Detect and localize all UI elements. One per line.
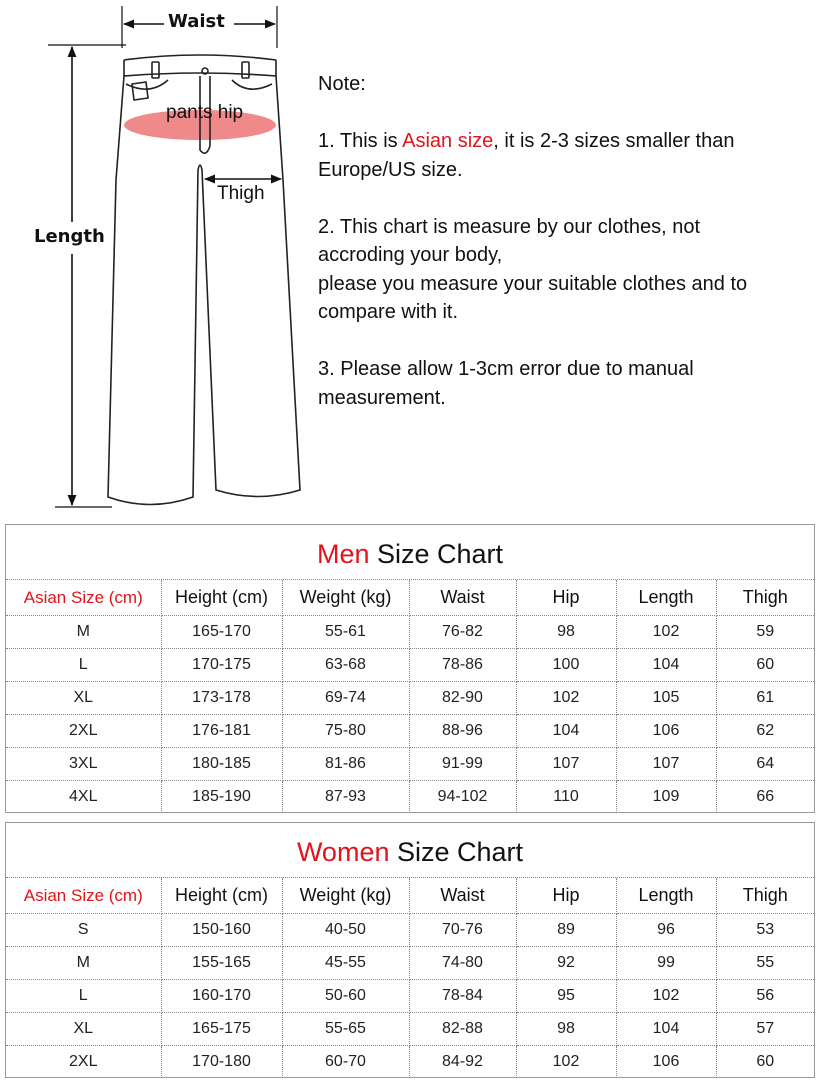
men-table-cell: 61	[716, 682, 814, 715]
thigh-label: Thigh	[217, 183, 265, 204]
men-table-cell: 105	[616, 682, 716, 715]
men-table-cell: 102	[516, 682, 616, 715]
men-table-cell: 60	[716, 649, 814, 682]
women-header-cell: Hip	[516, 878, 616, 914]
women-header-cell: Weight (kg)	[282, 878, 409, 914]
men-table-cell: 170-175	[161, 649, 282, 682]
women-table-cell: 56	[716, 980, 814, 1013]
men-table-cell: 81-86	[282, 748, 409, 781]
men-size-chart	[5, 524, 815, 813]
men-table-cell: 4XL	[6, 781, 161, 814]
women-table-cell: S	[6, 914, 161, 947]
men-table-cell: 59	[716, 616, 814, 649]
note-2-line-1: 2. This chart is measure by our clothes, not	[318, 215, 701, 238]
note-2-line-4: compare with it.	[318, 301, 459, 323]
men-table-cell: M	[6, 616, 161, 649]
women-table-cell: 70-76	[409, 914, 516, 947]
note-2-line-2: accroding your body,	[318, 244, 503, 266]
asian-size-highlight: Asian size	[402, 130, 494, 152]
table-row	[6, 649, 814, 682]
women-table-cell: 53	[716, 914, 814, 947]
table-row	[6, 682, 814, 715]
men-table-body	[6, 616, 814, 814]
women-table-cell: 60	[756, 1053, 775, 1070]
men-table-cell: 2XL	[6, 715, 161, 748]
men-table-cell: 91-99	[409, 748, 516, 781]
men-header-cell: Height (cm)	[161, 580, 282, 616]
men-header-cell: Asian Size (cm)	[6, 580, 161, 616]
men-table-cell: 185-190	[161, 781, 282, 814]
women-table-cell: 104	[616, 1013, 716, 1046]
men-title-rest: Size Chart	[369, 539, 504, 569]
women-table-cell: 50-60	[282, 980, 409, 1013]
men-table-cell: 107	[516, 748, 616, 781]
men-header-cell: Thigh	[716, 580, 814, 616]
women-title-rest: Size Chart	[389, 837, 524, 867]
men-table-cell: 104	[616, 649, 716, 682]
men-table-cell: 98	[516, 616, 616, 649]
women-table-cell: 40-50	[282, 914, 409, 947]
table-row	[6, 1046, 814, 1079]
women-chart-title	[6, 823, 814, 878]
women-table-cell: 55-65	[282, 1013, 409, 1046]
women-table-cell: 170-180	[161, 1046, 282, 1079]
men-table-cell: 110	[516, 781, 616, 814]
notes-heading: Note:	[318, 73, 366, 95]
table-row	[6, 1013, 814, 1046]
men-table-cell: 3XL	[6, 748, 161, 781]
women-title-highlight: Women	[296, 837, 390, 867]
women-size-table	[6, 878, 814, 1078]
hip-label: pants hip	[166, 102, 244, 123]
women-table-cell: 45-55	[282, 947, 409, 980]
men-table-cell: 94-102	[409, 781, 516, 814]
men-table-cell: 100	[516, 649, 616, 682]
note-3-line-2: measurement.	[318, 386, 446, 409]
women-header-row	[6, 878, 814, 914]
women-table-cell: 160-170	[161, 980, 282, 1013]
women-table-cell: 2XL	[6, 1046, 161, 1079]
women-header-cell: Asian Size (cm)	[6, 878, 161, 914]
men-title-highlight: Men	[316, 539, 370, 569]
men-header-cell: Length	[616, 580, 716, 616]
men-table-cell: 76-82	[409, 616, 516, 649]
men-table-cell: 75-80	[282, 715, 409, 748]
women-table-cell: 99	[616, 947, 716, 980]
women-table-cell: 95	[516, 980, 616, 1013]
men-table-cell: 106	[616, 715, 716, 748]
note-1	[318, 127, 808, 156]
notes-block	[318, 70, 808, 412]
women-table-cell: 57	[716, 1013, 814, 1046]
table-row	[6, 616, 814, 649]
table-row	[6, 914, 814, 947]
men-table-cell: 66	[756, 788, 775, 805]
men-table-cell: 104	[516, 715, 616, 748]
women-table-cell: 106	[616, 1046, 716, 1079]
women-table-cell: 82-88	[409, 1013, 516, 1046]
men-table-cell: 87-93	[282, 781, 409, 814]
men-table-cell: 63-68	[282, 649, 409, 682]
women-table-cell: 165-175	[161, 1013, 282, 1046]
men-table-cell: 165-170	[161, 616, 282, 649]
note-1-prefix: 1. This is	[318, 130, 403, 152]
women-table-cell: 96	[616, 914, 716, 947]
women-table-cell: 84-92	[409, 1046, 516, 1079]
men-header-row	[6, 580, 814, 616]
women-table-cell: 89	[516, 914, 616, 947]
women-table-cell: 78-84	[409, 980, 516, 1013]
pants-diagram	[0, 0, 310, 515]
men-table-cell: 107	[616, 748, 716, 781]
men-header-cell: Weight (kg)	[282, 580, 409, 616]
note-3-line-1: 3. Please allow 1-3cm error due to manual	[318, 358, 694, 380]
men-table-cell: 69-74	[282, 682, 409, 715]
women-table-cell: 98	[516, 1013, 616, 1046]
men-size-table	[6, 580, 814, 813]
note-1-suffix: , it is 2-3 sizes smaller than	[493, 130, 735, 152]
men-table-cell: L	[6, 649, 161, 682]
women-table-cell: 60-70	[282, 1046, 409, 1079]
men-chart-title	[6, 525, 814, 580]
table-row	[6, 748, 814, 781]
women-table-cell: XL	[6, 1013, 161, 1046]
men-table-cell: 176-181	[161, 715, 282, 748]
men-table-cell: 173-178	[161, 682, 282, 715]
men-table-cell: 82-90	[409, 682, 516, 715]
table-row	[6, 947, 814, 980]
women-table-cell: 102	[516, 1046, 616, 1079]
pants-drawing	[0, 0, 310, 515]
women-size-chart	[5, 822, 815, 1078]
men-table-cell: 102	[616, 616, 716, 649]
women-table-body	[6, 914, 814, 1079]
men-table-cell: 78-86	[409, 649, 516, 682]
women-header-cell: Length	[616, 878, 716, 914]
men-header-cell: Waist	[409, 580, 516, 616]
table-row	[6, 980, 814, 1013]
women-table-cell: 102	[616, 980, 716, 1013]
women-header-cell: Thigh	[716, 878, 814, 914]
women-table-cell: L	[6, 980, 161, 1013]
waist-label: Waist	[168, 11, 225, 32]
men-table-cell: 88-96	[409, 715, 516, 748]
women-table-cell: 74-80	[409, 947, 516, 980]
men-table-cell: 62	[716, 715, 814, 748]
women-table-cell: M	[6, 947, 161, 980]
length-label: Length	[34, 226, 105, 247]
women-table-cell: 155-165	[161, 947, 282, 980]
note-1-line-2: Europe/US size.	[318, 158, 463, 181]
note-2-line-3: please you measure your suitable clothes and to	[318, 272, 748, 295]
women-header-cell: Waist	[409, 878, 516, 914]
men-header-cell: Hip	[516, 580, 616, 616]
women-header-cell: Height (cm)	[161, 878, 282, 914]
men-table-cell: XL	[6, 682, 161, 715]
men-table-cell: 55-61	[282, 616, 409, 649]
women-table-cell: 92	[516, 947, 616, 980]
table-row	[6, 715, 814, 748]
women-table-cell: 55	[716, 947, 814, 980]
table-row	[6, 781, 814, 814]
men-table-cell: 180-185	[161, 748, 282, 781]
men-table-cell: 109	[616, 781, 716, 814]
women-table-cell: 150-160	[161, 914, 282, 947]
men-table-cell: 64	[716, 748, 814, 781]
